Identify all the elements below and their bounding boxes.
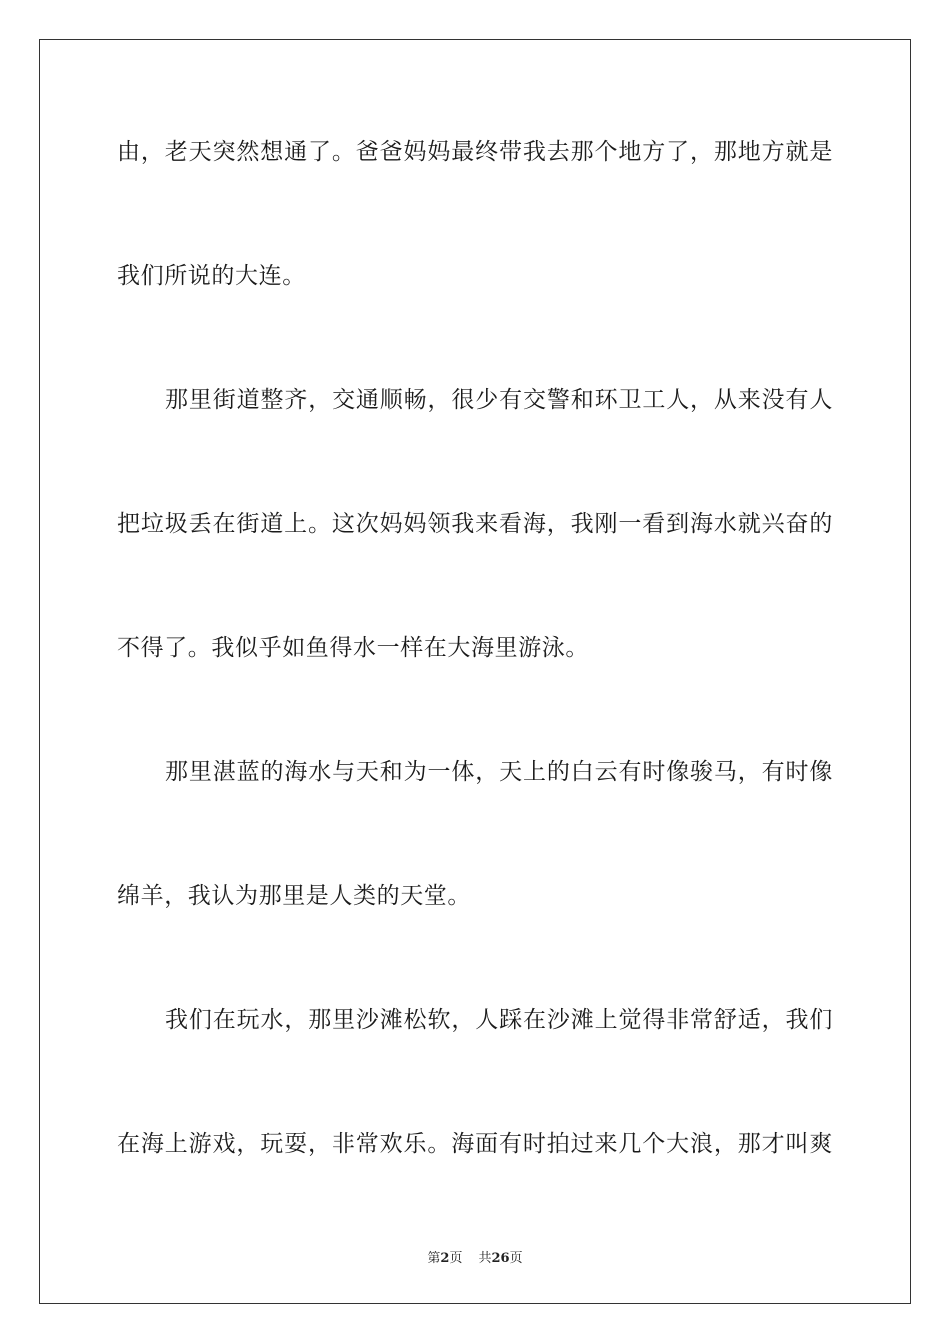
total-pages: 26 bbox=[491, 1251, 510, 1266]
page-footer bbox=[0, 1247, 950, 1266]
page-frame bbox=[39, 39, 911, 1304]
paragraph-line: 不得了。我似乎如鱼得水一样在大海里游泳。 bbox=[117, 635, 589, 661]
total-suffix: 页 bbox=[509, 1251, 523, 1266]
total-prefix: 共 bbox=[478, 1251, 492, 1266]
paragraph-line: 由，老天突然想通了。爸爸妈妈最终带我去那个地方了，那地方就是 bbox=[117, 139, 833, 165]
page-suffix: 页 bbox=[449, 1251, 463, 1266]
paragraph-line: 在海上游戏，玩耍，非常欢乐。海面有时拍过来几个大浪，那才叫爽 bbox=[117, 1131, 833, 1157]
page-prefix: 第 bbox=[427, 1251, 441, 1266]
paragraph-line: 那里街道整齐，交通顺畅，很少有交警和环卫工人，从来没有人 bbox=[165, 387, 833, 413]
paragraph-line: 我们在玩水，那里沙滩松软，人踩在沙滩上觉得非常舒适，我们 bbox=[165, 1007, 833, 1033]
paragraph-line: 那里湛蓝的海水与天和为一体，天上的白云有时像骏马，有时像 bbox=[165, 759, 833, 785]
paragraph-line: 我们所说的大连。 bbox=[117, 263, 306, 289]
paragraph-line: 把垃圾丢在街道上。这次妈妈领我来看海，我刚一看到海水就兴奋的 bbox=[117, 511, 833, 537]
page-number: 2 bbox=[440, 1251, 450, 1266]
paragraph-line: 绵羊，我认为那里是人类的天堂。 bbox=[117, 883, 471, 909]
